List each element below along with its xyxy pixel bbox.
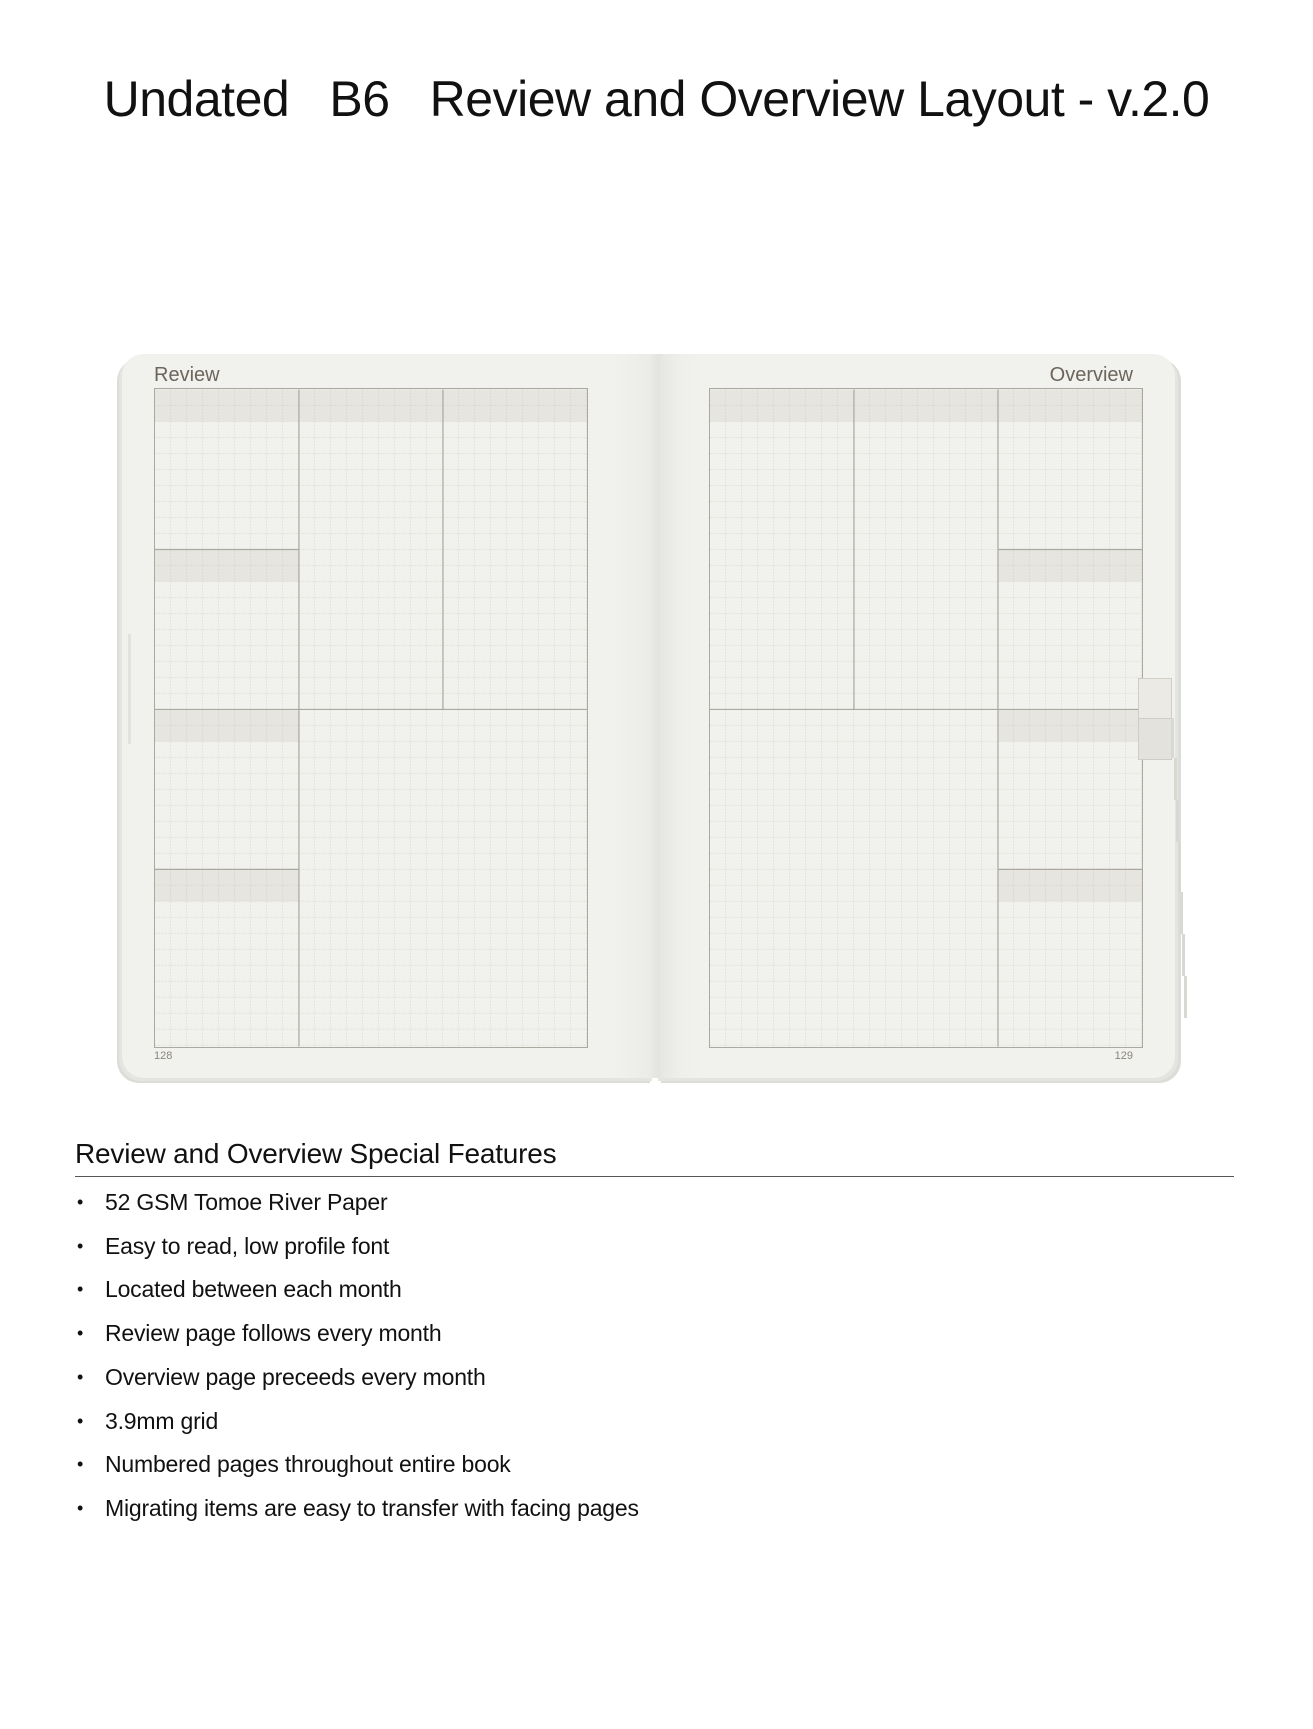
features-heading: Review and Overview Special Features xyxy=(75,1138,1234,1177)
review-page xyxy=(122,354,655,1078)
overview-page-label: Overview xyxy=(1049,364,1133,386)
features-list xyxy=(75,1181,1234,1531)
tab-edge-2 xyxy=(1174,758,1177,800)
bullet-icon: • xyxy=(77,1454,84,1475)
tab-edge-4 xyxy=(1178,842,1181,892)
bullet-icon: • xyxy=(77,1323,84,1344)
review-grid xyxy=(154,388,588,1048)
tab-edge-6 xyxy=(1182,934,1185,976)
feature-item: • 52 GSM Tomoe River Paper xyxy=(75,1181,1234,1225)
features-section xyxy=(75,1138,1234,1531)
overview-page xyxy=(655,354,1175,1078)
feature-item: • Review page follows every month xyxy=(75,1312,1234,1356)
tab-edge-5 xyxy=(1180,892,1183,934)
book-spine-shadow xyxy=(612,354,702,1078)
bullet-icon: • xyxy=(77,1497,84,1518)
bullet-icon: • xyxy=(77,1366,84,1387)
bullet-icon: • xyxy=(77,1279,84,1300)
tab-edge-7 xyxy=(1184,976,1187,1018)
month-tab-upper[interactable] xyxy=(1138,678,1172,720)
document-title: Undated B6 Review and Overview Layout - v.2.0 xyxy=(103,71,1210,127)
feature-item: • 3.9mm grid xyxy=(75,1400,1234,1444)
review-page-label: Review xyxy=(154,364,220,386)
feature-item: • Easy to read, low profile font xyxy=(75,1225,1234,1269)
feature-item: • Located between each month xyxy=(75,1268,1234,1312)
tab-edge-1 xyxy=(1171,718,1174,758)
feature-item: • Migrating items are easy to transfer with facing pages xyxy=(75,1487,1234,1531)
overview-page-number: 129 xyxy=(1114,1050,1133,1062)
overview-grid xyxy=(709,388,1143,1048)
month-tab-lower[interactable] xyxy=(1138,718,1172,760)
tab-edge-3 xyxy=(1176,800,1179,842)
bullet-icon: • xyxy=(77,1410,84,1431)
bullet-icon: • xyxy=(77,1235,84,1256)
notebook-spread xyxy=(122,354,1188,1082)
left-page-edge xyxy=(128,634,131,744)
bullet-icon: • xyxy=(77,1192,84,1212)
feature-item: • Numbered pages throughout entire book xyxy=(75,1443,1234,1487)
feature-item: • Overview page preceeds every month xyxy=(75,1356,1234,1400)
review-page-number: 128 xyxy=(154,1050,173,1062)
